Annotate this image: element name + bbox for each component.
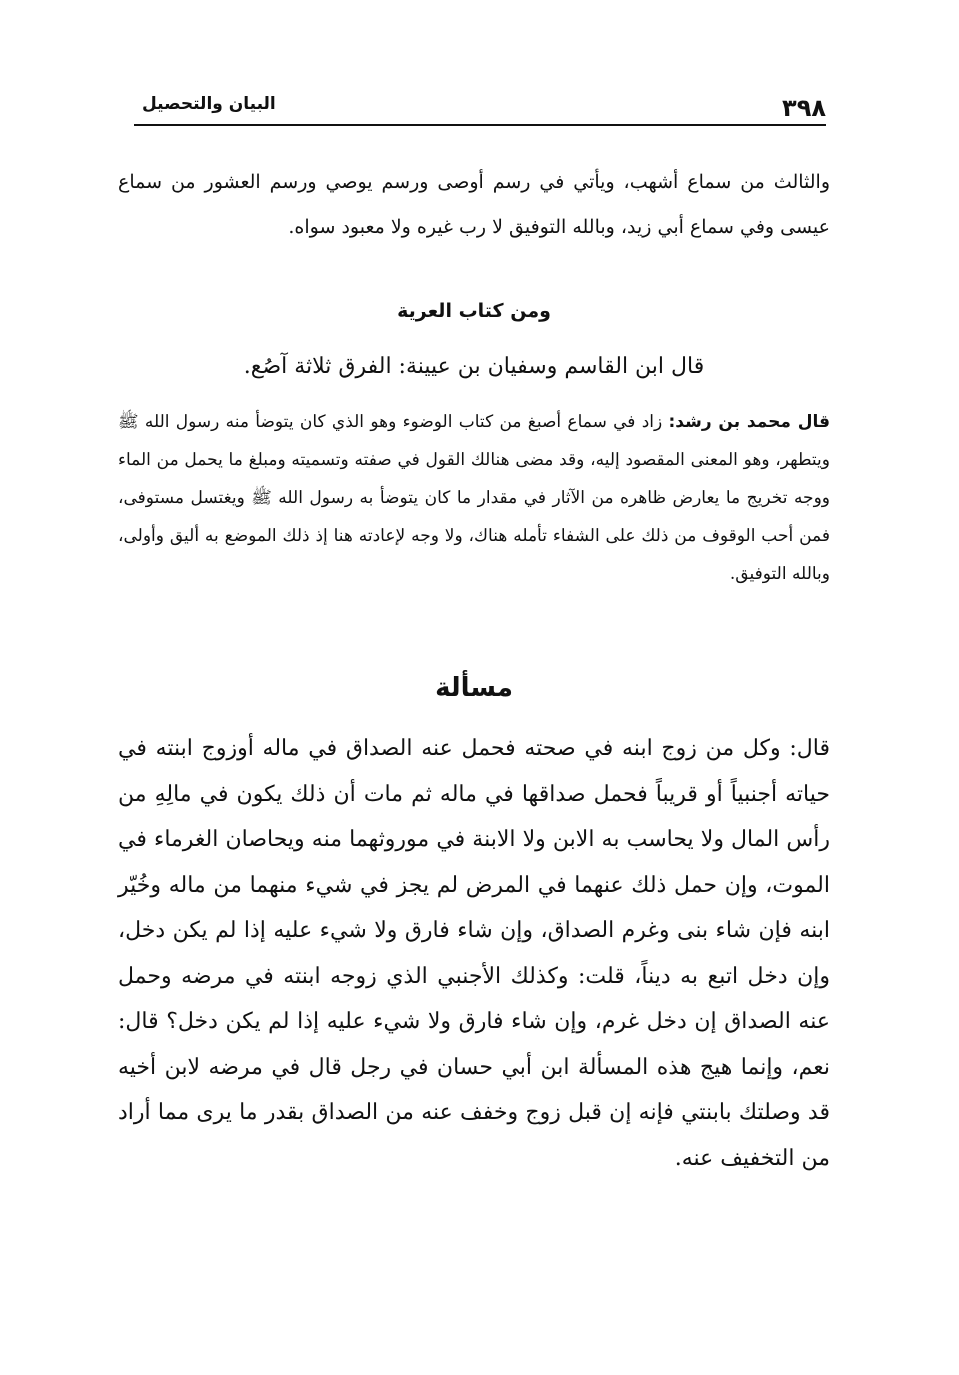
chapter-subheading: ومن كتاب العرية — [397, 300, 551, 322]
paragraph-intro: والثالث من سماع أشهب، ويأتي في رسم أوصى ورسم يوصي ورسم العشور من سماع عيسى وفي سماع أبي زيد، وبالله التوفيق لا رب غيره ولا معبود سواه. — [118, 171, 830, 238]
paragraph-commentary — [118, 403, 830, 593]
commentary-text: زاد في سماع أصبغ من كتاب الوضوء وهو الذي كان يتوضأ منه رسول الله ﷺ ويتطهر، وهو المعنى المقصود إليه، وقد مضى هنالك القول في صفته وتسميته ومبلغ ما يحمل من الماء ووجه تخريج ما يعارض ظاهره من الآثار في مقدار ما كان يتوضأ به رسول الله ﷺ ويغتسل مستوفى، فمن أحب الوقوف من ذلك على الشفاء تأمله هناك، ولا وجه لإعادته هنا إذ ذلك الموضع به أليق وأولى، وبالله التوفيق. — [118, 412, 830, 584]
paragraph-question: قال: وكل من زوج ابنه في صحته فحمل عنه الصداق في ماله أوزوج ابنته في حياته أجنبياً أو قريباً فحمل صداقها في ماله ثم مات أن ذلك يكون في مالِهِ من رأس المال ولا يحاسب به الابن ولا الابنة في موروثهما منه ويحاصان الغرماء في الموت، وإن حمل ذلك عنهما في المرض لم يجز في شيء منهما من ماله وخُيّر ابنه فإن شاء بنى وغرم الصداق، وإن شاء فارق ولا شيء عليه إذا لم يكن دخل، وإن دخل اتبع به ديناً، قلت: وكذلك الأجنبي الذي زوجه ابنته في مرضه وحمل عنه الصداق إن دخل غرم، وإن شاء فارق ولا شيء عليه إذا لم يكن دخل؟ قال: نعم، وإنما هيج هذه المسألة ابن أبي حسان في رجل قال في مرضه لابن أخيه قد وصلتك بابنتي فإنه إن قبل زوج وخفف عنه من الصداق بقدر ما يرى مما أراد من التخفيف عنه. — [118, 736, 830, 1171]
quoted-statement: قال ابن القاسم وسفيان بن عيينة: الفرق ثلاثة آصُع. — [243, 354, 705, 379]
page-number: ٣٩٨ — [782, 94, 826, 122]
header-rule — [134, 124, 826, 126]
running-title: البيان والتحصيل — [142, 94, 276, 114]
page-header — [134, 84, 826, 124]
commentary-lead: قال محمد بن رشد: — [668, 412, 830, 432]
section-title: مسألة — [435, 673, 513, 703]
